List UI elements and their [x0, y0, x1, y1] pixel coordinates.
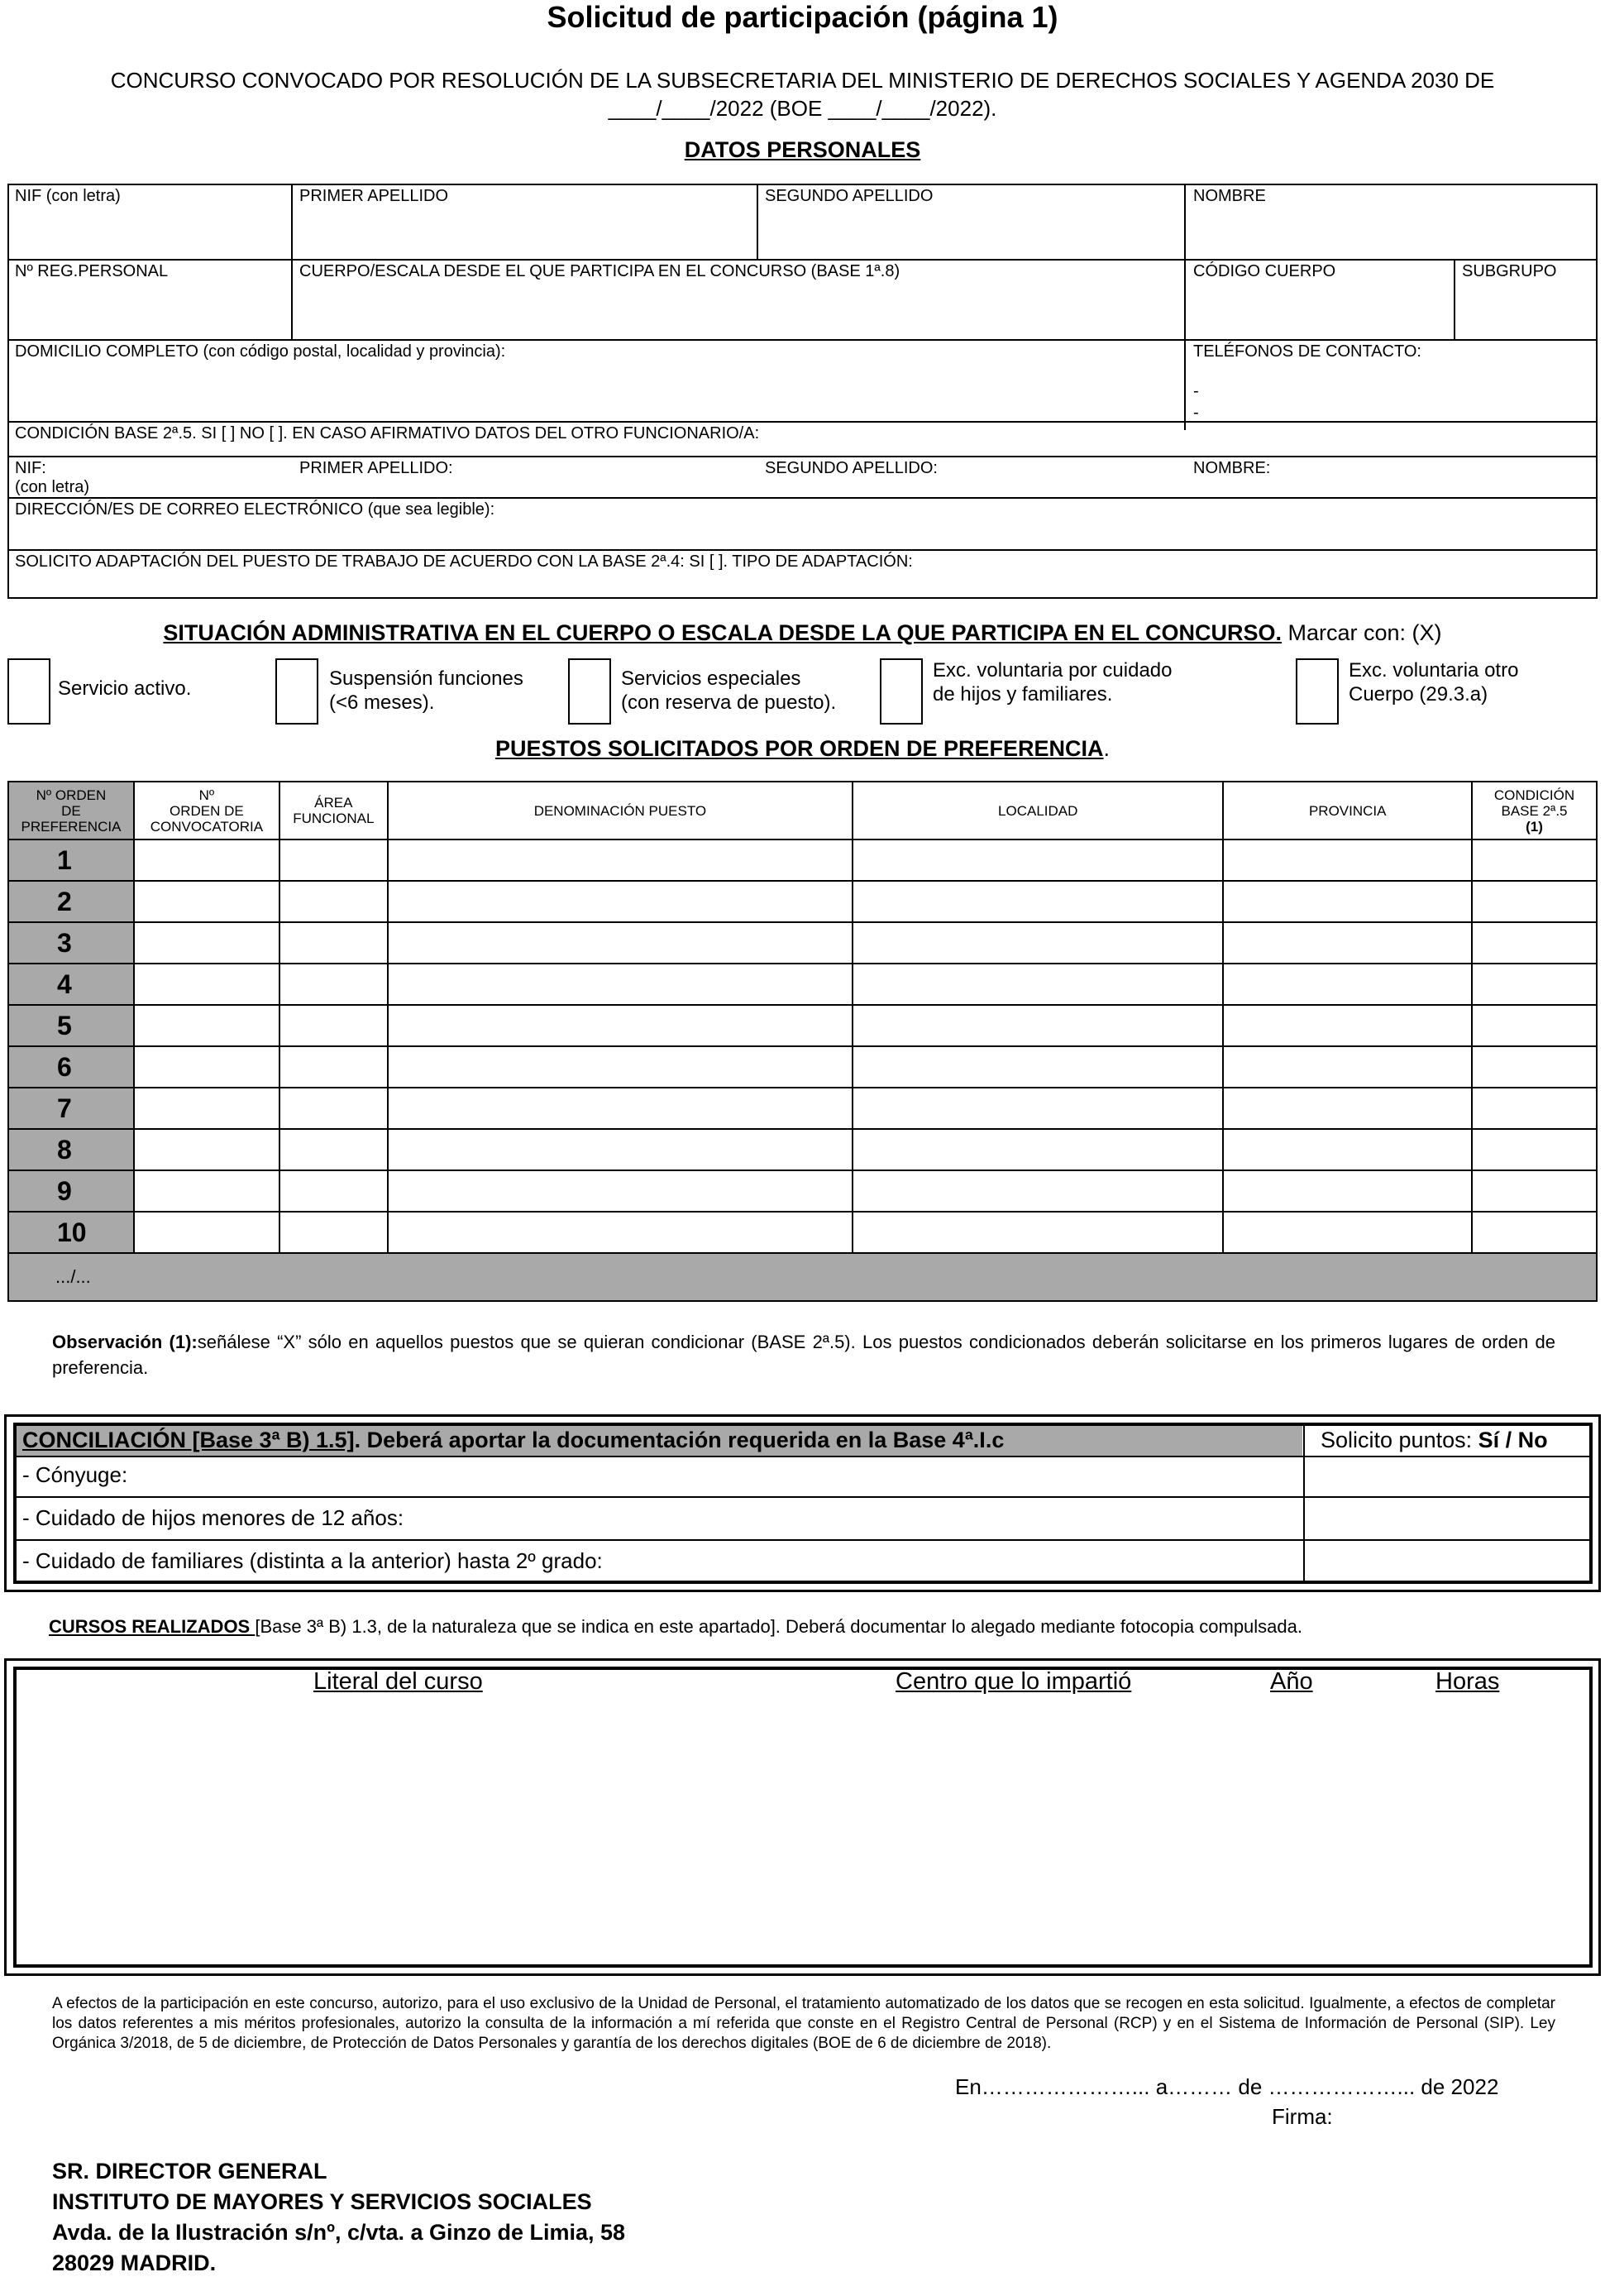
- puesto-input-cell[interactable]: [853, 1212, 1223, 1253]
- subgrupo-label: SUBGRUPO: [1462, 262, 1557, 280]
- situacion-heading: [0, 620, 1605, 646]
- puesto-input-cell[interactable]: [279, 1046, 388, 1088]
- puesto-input-cell[interactable]: [1472, 1046, 1597, 1088]
- puesto-input-cell[interactable]: [134, 881, 279, 922]
- nif-label: NIF (con letra): [15, 187, 121, 205]
- puesto-input-cell[interactable]: [853, 1088, 1223, 1129]
- table-row: [8, 964, 1597, 1005]
- codigo-cuerpo-label: CÓDIGO CUERPO: [1193, 262, 1336, 280]
- opt-exc-otro-cuerpo-l2: Cuerpo (29.3.a): [1349, 683, 1488, 706]
- nombre2-label: NOMBRE:: [1193, 459, 1271, 477]
- legal-text: A efectos de la participación en este concurso, autorizo, para el uso exclusivo de la Unidad de Personal, el tratamiento automatizado de los datos que se recogen en esta solicitud. Igualmente, a efectos de completar los datos referentes a mis méritos profesionales, autorizo la consulta de la información a mí referida que conste en el Registro Central de Personal (RCP) y en el Sistema de Información de Personal (SIP). Ley Orgánica 3/2018, de 5 de diciembre, de Protección de Datos Personales y garantía de los derechos digitales (BOE de 6 de diciembre de 2018).: [52, 1995, 1555, 2052]
- intro-line1: CONCURSO CONVOCADO POR RESOLUCIÓN DE LA SUBSECRETARIA DEL MINISTERIO DE DERECHOS SOCIALES Y AGENDA 2030 DE: [110, 68, 1495, 93]
- opt-servicios-especiales-l2: (con reserva de puesto).: [621, 691, 837, 714]
- puesto-input-cell[interactable]: [388, 964, 853, 1005]
- solicito-puntos: [1321, 1428, 1548, 1453]
- opt-exc-cuidado-l2: de hijos y familiares.: [933, 683, 1113, 706]
- cursos-text: [Base 3ª B) 1.3, de la naturaleza que se indica en este apartado]. Deberá documentar lo alegado mediante fotocopia compulsada.: [255, 1616, 1302, 1637]
- destinatario-l3: Avda. de la Ilustración s/nº, c/vta. a Ginzo de Limia, 58: [52, 2220, 626, 2245]
- puesto-input-cell[interactable]: [1223, 1212, 1472, 1253]
- conciliacion-heading: [22, 1428, 1004, 1453]
- domicilio-label: DOMICILIO COMPLETO (con código postal, localidad y provincia):: [15, 342, 506, 361]
- col-orden-preferencia: Nº ORDEN DE PREFERENCIA: [8, 782, 134, 839]
- orden-preferencia-cell: 9: [8, 1170, 134, 1212]
- puesto-input-cell[interactable]: [388, 1005, 853, 1046]
- puesto-input-cell[interactable]: [1223, 1005, 1472, 1046]
- puesto-input-cell[interactable]: [1223, 839, 1472, 881]
- table-row: [8, 1088, 1597, 1129]
- puesto-input-cell[interactable]: [134, 839, 279, 881]
- intro-text: [66, 66, 1539, 122]
- puesto-input-cell[interactable]: [388, 1212, 853, 1253]
- conciliacion-hijos: - Cuidado de hijos menores de 12 años:: [22, 1505, 404, 1530]
- opt-suspension-l2: (<6 meses).: [329, 691, 435, 714]
- cursos-col-centro: Centro que lo impartió: [896, 1668, 1132, 1695]
- orden-preferencia-cell: 5: [8, 1005, 134, 1046]
- destinatario-l2: INSTITUTO DE MAYORES Y SERVICIOS SOCIALES: [52, 2189, 592, 2214]
- conciliacion-heading-u: CONCILIACIÓN [Base 3ª B) 1.5]: [22, 1428, 355, 1452]
- table-row: [8, 1170, 1597, 1212]
- puesto-input-cell[interactable]: [853, 922, 1223, 964]
- puesto-input-cell[interactable]: [1472, 1170, 1597, 1212]
- tel-dash-2: -: [1193, 404, 1199, 422]
- opt-suspension-l1: Suspensión funciones: [329, 667, 523, 690]
- table-row: [8, 1212, 1597, 1253]
- col-provincia: PROVINCIA: [1223, 782, 1472, 839]
- puesto-input-cell[interactable]: [279, 922, 388, 964]
- puesto-input-cell[interactable]: [279, 839, 388, 881]
- puesto-input-cell[interactable]: [388, 839, 853, 881]
- puesto-input-cell[interactable]: [1472, 964, 1597, 1005]
- puesto-input-cell[interactable]: [388, 881, 853, 922]
- orden-preferencia-cell: 3: [8, 922, 134, 964]
- orden-preferencia-cell: 4: [8, 964, 134, 1005]
- nreg-label: Nº REG.PERSONAL: [15, 262, 169, 280]
- puesto-input-cell[interactable]: [1223, 1046, 1472, 1088]
- observacion-text: señálese “X” sólo en aquellos puestos que se quieran condicionar (BASE 2ª.5). Los puestos condicionados deberán solicitarse en los primeros lugares de orden de preferencia.: [52, 1332, 1555, 1378]
- opt-servicios-especiales-l1: Servicios especiales: [621, 667, 801, 690]
- checkbox-suspension[interactable]: [275, 658, 318, 725]
- puestos-heading-dot: .: [1103, 736, 1111, 761]
- orden-preferencia-cell: 6: [8, 1046, 134, 1088]
- condicion-label: CONDICIÓN BASE 2ª.5. SI [ ] NO [ ]. EN CASO AFIRMATIVO DATOS DEL OTRO FUNCIONARIO/A:: [15, 424, 760, 442]
- puesto-input-cell[interactable]: [1472, 839, 1597, 881]
- opt-exc-cuidado: [933, 658, 1173, 706]
- orden-preferencia-cell: 8: [8, 1129, 134, 1170]
- puesto-input-cell[interactable]: [134, 1212, 279, 1253]
- opt-exc-otro-cuerpo-l1: Exc. voluntaria otro: [1349, 659, 1519, 682]
- nif2-label-sub: (con letra): [15, 478, 90, 496]
- puesto-input-cell[interactable]: [1223, 1170, 1472, 1212]
- checkbox-exc-cuidado[interactable]: [880, 658, 923, 725]
- cuerpo-label: CUERPO/ESCALA DESDE EL QUE PARTICIPA EN EL CONCURSO (BASE 1ª.8): [299, 262, 900, 280]
- puesto-input-cell[interactable]: [853, 839, 1223, 881]
- conciliacion-conyuge: - Cónyuge:: [22, 1462, 128, 1487]
- table-row: [8, 1046, 1597, 1088]
- cursos-box: [13, 1667, 1593, 1968]
- puesto-input-cell[interactable]: [134, 1088, 279, 1129]
- puestos-heading: [0, 736, 1605, 762]
- puesto-input-cell[interactable]: [134, 922, 279, 964]
- cursos-col-horas: Horas: [1435, 1668, 1500, 1695]
- puesto-input-cell[interactable]: [1472, 1005, 1597, 1046]
- destinatario-l1: SR. DIRECTOR GENERAL: [52, 2159, 327, 2184]
- puesto-input-cell[interactable]: [1223, 922, 1472, 964]
- puesto-input-cell[interactable]: [1472, 1212, 1597, 1253]
- puesto-input-cell[interactable]: [134, 1170, 279, 1212]
- puesto-input-cell[interactable]: [388, 1046, 853, 1088]
- destinatario: [52, 2156, 625, 2279]
- datos-heading: DATOS PERSONALES: [684, 137, 921, 162]
- table-row: [8, 839, 1597, 881]
- opt-servicios-especiales: [621, 667, 836, 715]
- puesto-input-cell[interactable]: [388, 1129, 853, 1170]
- puesto-input-cell[interactable]: [1223, 1088, 1472, 1129]
- puesto-input-cell[interactable]: [853, 1046, 1223, 1088]
- puesto-input-cell[interactable]: [279, 1005, 388, 1046]
- orden-preferencia-cell: 7: [8, 1088, 134, 1129]
- telefonos-label: TELÉFONOS DE CONTACTO:: [1193, 342, 1421, 361]
- cursos-col-ano: Año: [1270, 1668, 1313, 1695]
- segundo2-label: SEGUNDO APELLIDO:: [765, 459, 938, 477]
- puesto-input-cell[interactable]: [853, 964, 1223, 1005]
- conciliacion-familiares: - Cuidado de familiares (distinta a la anterior) hasta 2º grado:: [22, 1548, 603, 1573]
- primer-apellido-label: PRIMER APELLIDO: [299, 187, 449, 205]
- puesto-input-cell[interactable]: [853, 881, 1223, 922]
- puesto-input-cell[interactable]: [279, 1088, 388, 1129]
- observacion-label: Observación (1):: [52, 1332, 198, 1352]
- checkbox-servicios-especiales[interactable]: [568, 658, 611, 725]
- conciliacion-heading-rest: . Deberá aportar la documentación requerida en la Base 4ª.I.c: [354, 1428, 1005, 1452]
- table-row: [8, 1005, 1597, 1046]
- puesto-input-cell[interactable]: [279, 881, 388, 922]
- puesto-input-cell[interactable]: [1472, 1088, 1597, 1129]
- puesto-input-cell[interactable]: [134, 1005, 279, 1046]
- puesto-input-cell[interactable]: [853, 1170, 1223, 1212]
- opt-exc-cuidado-l1: Exc. voluntaria por cuidado: [933, 659, 1173, 682]
- opt-suspension: [329, 667, 523, 715]
- puesto-input-cell[interactable]: [134, 964, 279, 1005]
- cursos-intro: [49, 1616, 1302, 1638]
- puesto-input-cell[interactable]: [1472, 1129, 1597, 1170]
- puesto-input-cell[interactable]: [853, 1129, 1223, 1170]
- intro-line2: ____/____/2022 (BOE ____/____/2022).: [608, 96, 997, 121]
- correo-label: DIRECCIÓN/ES DE CORREO ELECTRÓNICO (que sea legible):: [15, 500, 495, 519]
- solicito-puntos-label: Solicito puntos:: [1321, 1428, 1478, 1452]
- col-area-funcional: ÁREA FUNCIONAL: [279, 782, 388, 839]
- puesto-input-cell[interactable]: [279, 1129, 388, 1170]
- puesto-input-cell[interactable]: [1472, 922, 1597, 964]
- puestos-heading-text: PUESTOS SOLICITADOS POR ORDEN DE PREFERENCIA: [494, 736, 1104, 761]
- table-row: [8, 922, 1597, 964]
- puesto-input-cell[interactable]: [388, 1170, 853, 1212]
- solicito-puntos-sino: Sí / No: [1478, 1428, 1548, 1452]
- cursos-label: CURSOS REALIZADOS: [49, 1616, 256, 1637]
- puesto-input-cell[interactable]: [1223, 881, 1472, 922]
- puesto-input-cell[interactable]: [1223, 1129, 1472, 1170]
- cursos-col-literal: Literal del curso: [313, 1668, 483, 1695]
- situacion-heading-text: SITUACIÓN ADMINISTRATIVA EN EL CUERPO O ESCALA DESDE LA QUE PARTICIPA EN EL CONCURSO.: [163, 620, 1283, 645]
- orden-preferencia-cell: 2: [8, 881, 134, 922]
- opt-servicio-activo: Servicio activo.: [58, 677, 192, 700]
- tel-dash-1: -: [1193, 382, 1199, 400]
- puesto-input-cell[interactable]: [279, 964, 388, 1005]
- segundo-apellido-label: SEGUNDO APELLIDO: [765, 187, 934, 205]
- orden-preferencia-cell: 1: [8, 839, 134, 881]
- checkbox-servicio-activo[interactable]: [7, 658, 50, 725]
- puesto-input-cell[interactable]: [1472, 881, 1597, 922]
- puestos-more: .../...: [8, 1253, 1597, 1301]
- checkbox-exc-otro-cuerpo[interactable]: [1296, 658, 1339, 725]
- adaptacion-label: SOLICITO ADAPTACIÓN DEL PUESTO DE TRABAJO DE ACUERDO CON LA BASE 2ª.4: SI [ ]. TIPO DE ADAPTACIÓN:: [15, 552, 913, 571]
- puesto-input-cell[interactable]: [279, 1170, 388, 1212]
- nif2-label: NIF:: [15, 459, 46, 477]
- destinatario-l4: 28029 MADRID.: [52, 2251, 217, 2275]
- primer2-label: PRIMER APELLIDO:: [299, 459, 453, 477]
- firma-label: Firma:: [1272, 2104, 1333, 2129]
- nombre-label: NOMBRE: [1193, 187, 1266, 205]
- col-localidad: LOCALIDAD: [853, 782, 1223, 839]
- observacion: [52, 1329, 1555, 1380]
- situacion-marcar: Marcar con: (X): [1282, 620, 1442, 645]
- puesto-input-cell[interactable]: [388, 1088, 853, 1129]
- col-denominacion: DENOMINACIÓN PUESTO: [388, 782, 853, 839]
- table-row: [8, 1129, 1597, 1170]
- puesto-input-cell[interactable]: [279, 1212, 388, 1253]
- puesto-input-cell[interactable]: [1223, 964, 1472, 1005]
- page-title: Solicitud de participación (página 1): [547, 0, 1058, 34]
- firma-lugar-fecha: En…………………... a……… de ………………... de 2022: [955, 2074, 1499, 2099]
- orden-preferencia-cell: 10: [8, 1212, 134, 1253]
- puesto-input-cell[interactable]: [134, 1129, 279, 1170]
- puestos-table: [7, 781, 1598, 1302]
- puesto-input-cell[interactable]: [134, 1046, 279, 1088]
- puesto-input-cell[interactable]: [388, 922, 853, 964]
- col-orden-convocatoria: Nº ORDEN DE CONVOCATORIA: [134, 782, 279, 839]
- col-condicion: CONDICIÓN BASE 2ª.5 (1): [1472, 782, 1597, 839]
- puesto-input-cell[interactable]: [853, 1005, 1223, 1046]
- opt-exc-otro-cuerpo: [1349, 658, 1518, 706]
- table-row: [8, 881, 1597, 922]
- datos-box: [7, 184, 1598, 599]
